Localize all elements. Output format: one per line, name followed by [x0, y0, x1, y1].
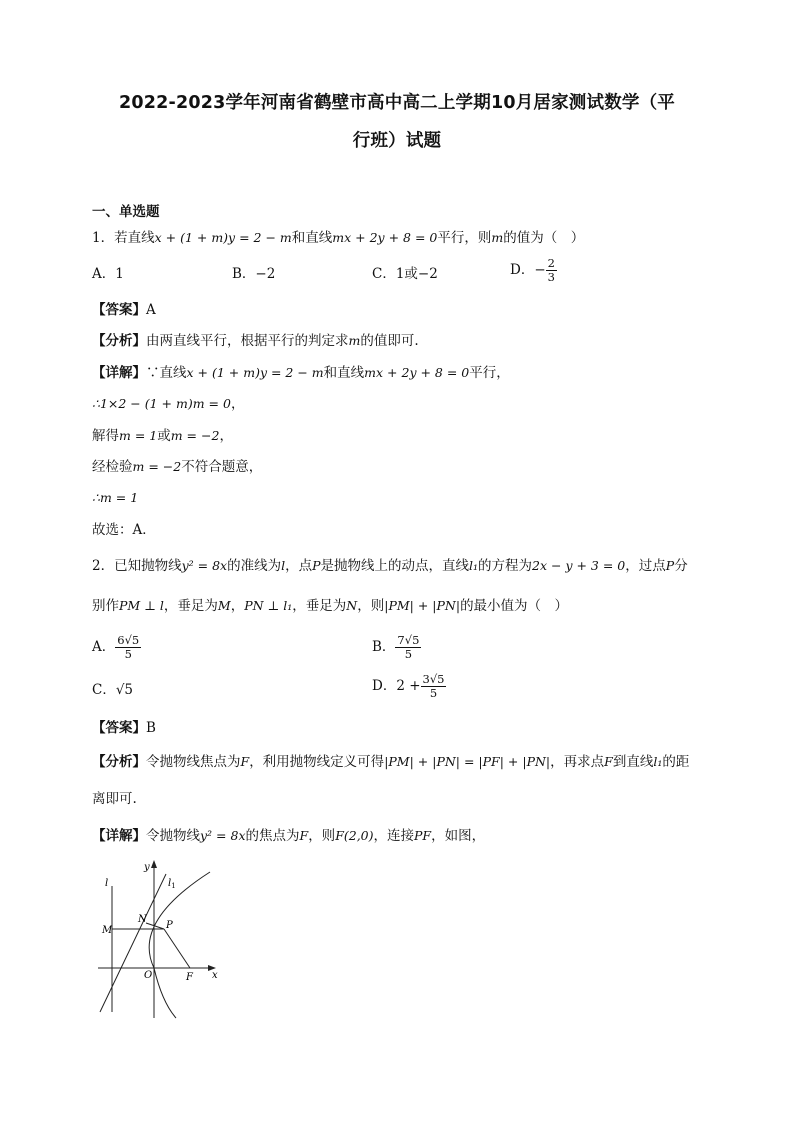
y-axis-arrow [151, 860, 157, 868]
q1-detail: 【详解】∵直线x + (1 + m)y = 2 − m和直线mx + 2y + 8 = 0平行， [92, 365, 510, 381]
q1-option-a: A．1 [92, 266, 124, 282]
label-f: F [186, 972, 193, 983]
q2-stem-line-2: 别作PM ⊥ l，垂足为M，PN ⊥ l₁，垂足为N，则|PM| + |PN|的最小值为（ ） [92, 598, 569, 614]
label-m: M [102, 925, 113, 936]
section-heading: 一、单选题 [92, 204, 160, 220]
label-p: P [166, 920, 173, 931]
label-x: x [212, 970, 218, 981]
title-line-1: 2022-2023学年河南省鹤壁市高中高二上学期10月居家测试数学（平 [118, 93, 676, 113]
q2-analysis-line-1: 【分析】令抛物线焦点为F，利用抛物线定义可得|PM| + |PN| = |PF| + |PN|，再求点F到直线l₁的距 [92, 754, 690, 770]
page-title [80, 84, 714, 160]
parabola-curve [149, 872, 210, 1018]
fraction: $\frac{7√5}{5}$ [397, 633, 420, 661]
q2-option-a: A． $\frac{6√5}{5}$ [92, 633, 140, 661]
q2-option-c: C．√5 [92, 682, 134, 698]
fraction: $\frac{2}{3}$ [547, 256, 555, 284]
q1-answer: 【答案】A [92, 302, 156, 318]
q1-option-c: C．1或−2 [372, 266, 438, 282]
q2-answer: 【答案】B [92, 720, 156, 736]
fraction: $\frac{6√5}{5}$ [117, 633, 140, 661]
q1-analysis: 【分析】由两直线平行，根据平行的判定求m的值即可. [92, 333, 419, 349]
q1-stem: 1．若直线x + (1 + m)y = 2 − m和直线mx + 2y + 8 = 0平行，则m的值为（ ） [92, 230, 585, 246]
q1-step-1: ∴1×2 − (1 + m)m = 0， [92, 396, 245, 412]
q1-step-2: 解得m = 1或m = −2， [92, 428, 233, 444]
label-l1: $l_1$ [168, 878, 176, 890]
line-l1 [100, 874, 166, 1012]
fraction: $\frac{3√5}{5}$ [422, 672, 445, 700]
label-o: O [144, 970, 153, 981]
q2-option-d: D．2 + $\frac{3√5}{5}$ [372, 672, 445, 700]
q1-option-d: D．− $\frac{2}{3}$ [510, 256, 555, 284]
q2-option-b: B． $\frac{7√5}{5}$ [372, 633, 420, 661]
q1-choose: 故选：A． [92, 522, 156, 538]
label-y: y [144, 862, 150, 873]
q1-step-3: 经检验m = −2不符合题意， [92, 459, 263, 475]
parabola-figure [92, 852, 232, 1024]
q2-analysis-line-2: 离即可. [92, 791, 137, 807]
q2-stem-line-1: 2．已知抛物线y² = 8x的准线为l，点P是抛物线上的动点，直线l₁的方程为2x − y + 3 = 0，过点P分 [92, 558, 688, 574]
label-n: N [138, 914, 147, 925]
title-line-2: 行班）试题 [352, 131, 442, 151]
q1-step-4: ∴m = 1 [92, 490, 139, 505]
label-l: l [105, 878, 109, 889]
q1-option-b: B．−2 [232, 266, 276, 282]
q2-detail: 【详解】令抛物线y² = 8x的焦点为F，则F(2,0)，连接PF，如图， [92, 828, 486, 844]
segment-pf [164, 929, 190, 968]
